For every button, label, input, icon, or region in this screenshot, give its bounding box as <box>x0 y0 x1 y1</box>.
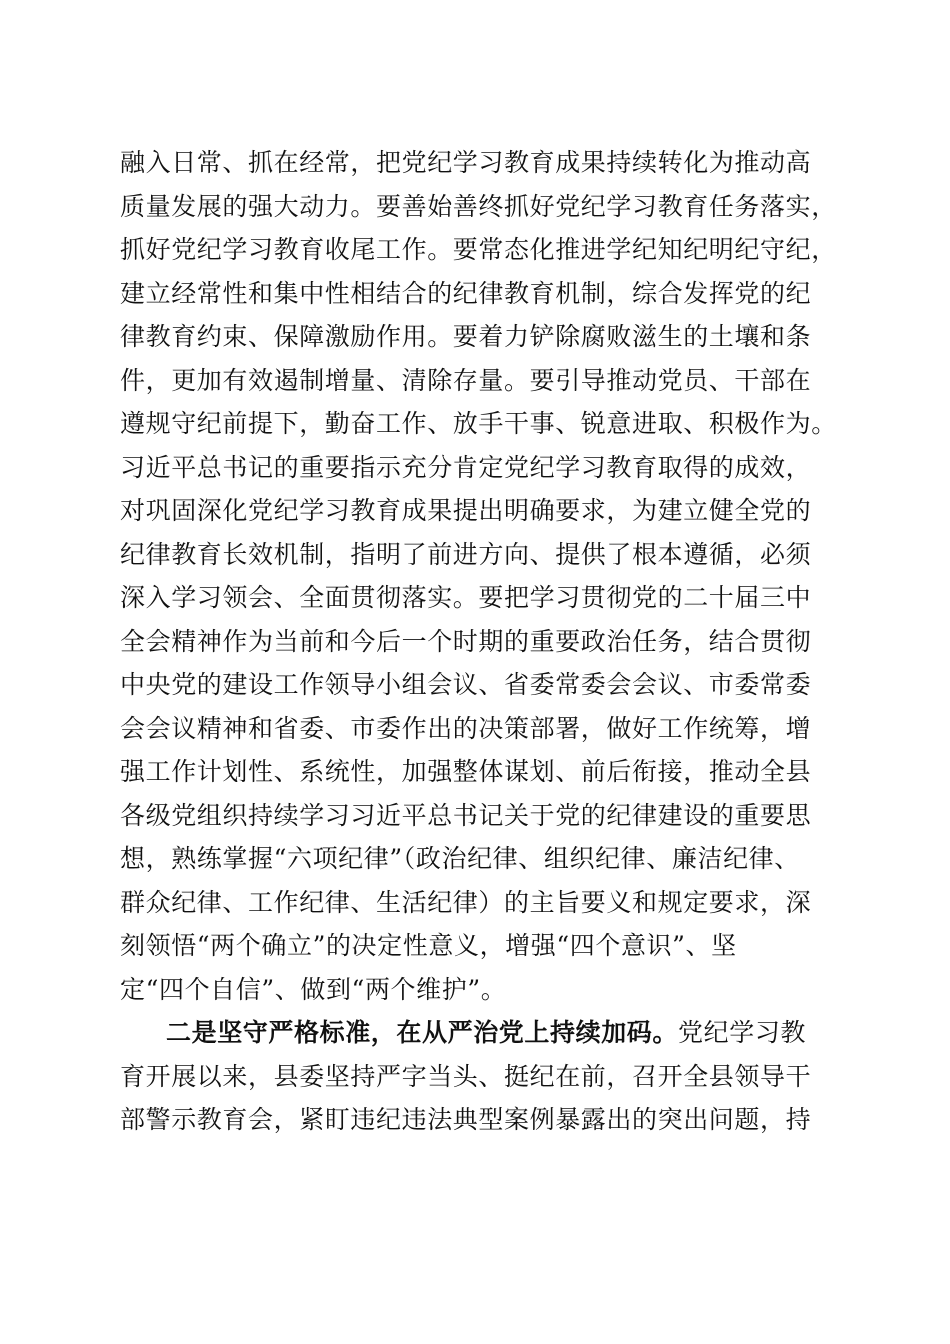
paragraph-1-line: 强工作计划性、系统性，加强整体谋划、前后衔接，推动全县 <box>120 757 812 786</box>
paragraph-1-line: 深入学习领会、全面贯彻落实。要把学习贯彻党的二十届三中 <box>120 583 812 612</box>
paragraph-1-line: 对巩固深化党纪学习教育成果提出明确要求，为建立健全党的 <box>120 496 812 525</box>
paragraph-1-line: 融入日常、抓在经常，把党纪学习教育成果持续转化为推动高 <box>120 148 812 177</box>
paragraph-1 <box>120 141 840 1011</box>
paragraph-1-line: 件，更加有效遏制增量、清除存量。要引导推动党员、干部在 <box>120 365 812 395</box>
paragraph-1-line: 会会议精神和省委、市委作出的决策部署，做好工作统筹，增 <box>120 713 812 743</box>
paragraph-1-line: 遵规守纪前提下，勤奋工作、放手干事、锐意进取、积极作为。 <box>120 409 837 438</box>
paragraph-1-line: 建立经常性和集中性相结合的纪律教育机制，综合发挥党的纪 <box>120 278 812 308</box>
paragraph-1-line: 质量发展的强大动力。要善始善终抓好党纪学习教育任务落实， <box>120 191 837 221</box>
paragraph-2-line: 部警示教育会，紧盯违纪违法典型案例暴露出的突出问题，持 <box>120 1105 812 1134</box>
paragraph-2-first-line <box>120 1011 840 1055</box>
paragraph-1-line: 中央党的建设工作领导小组会议、省委常委会会议、市委常委 <box>120 670 812 699</box>
paragraph-2 <box>120 1011 840 1142</box>
paragraph-1-line: 想，熟练掌握“六项纪律”（政治纪律、组织纪律、廉洁纪律、 <box>120 844 800 873</box>
paragraph-1-line: 纪律教育长效机制，指明了前进方向、提供了根本遵循，必须 <box>120 539 812 569</box>
paragraph-2-lead: 二是坚守严格标准，在从严治党上持续加码。 <box>166 1018 679 1047</box>
paragraph-1-line: 全会精神作为当前和今后一个时期的重要政治任务，结合贯彻 <box>120 626 812 656</box>
paragraph-2-rest <box>120 1055 840 1142</box>
paragraph-1-line: 刻领悟“两个确立”的决定性意义，增强“四个意识”、坚 <box>120 931 737 960</box>
paragraph-2-first-line-rest: 党纪学习教 <box>678 1018 807 1047</box>
body-text <box>120 141 840 1142</box>
paragraph-1-line: 群众纪律、工作纪律、生活纪律）的主旨要义和规定要求，深 <box>120 887 812 917</box>
paragraph-1-line: 定“四个自信”、做到“两个维护”。 <box>120 974 507 1004</box>
paragraph-1-line: 习近平总书记的重要指示充分肯定党纪学习教育取得的成效， <box>120 452 812 482</box>
paragraph-1-line: 各级党组织持续学习习近平总书记关于党的纪律建设的重要思 <box>120 800 812 830</box>
paragraph-1-line: 抓好党纪学习教育收尾工作。要常态化推进学纪知纪明纪守纪， <box>120 235 837 264</box>
paragraph-1-line: 律教育约束、保障激励作用。要着力铲除腐败滋生的土壤和条 <box>120 322 812 351</box>
paragraph-2-line: 育开展以来，县委坚持严字当头、挺纪在前，召开全县领导干 <box>120 1061 812 1091</box>
